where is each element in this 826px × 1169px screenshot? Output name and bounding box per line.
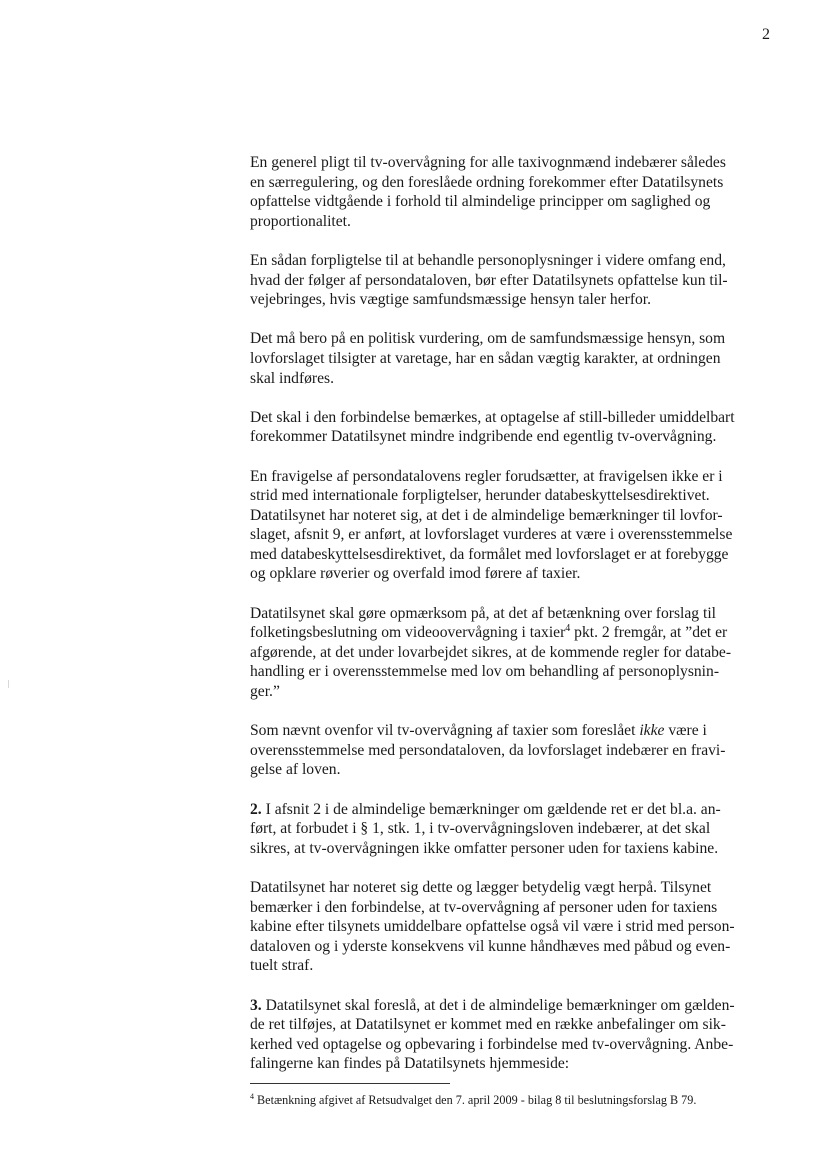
text-line: proportionalitet. (250, 212, 351, 230)
text-line: falingerne kan findes på Datatilsynets hjemmeside: (250, 1055, 570, 1073)
text-line: strid med internationale forpligtelser, herunder databeskyttelsesdirektivet. (250, 487, 710, 505)
paragraph-2 (250, 251, 780, 310)
text-line: En sådan forpligtelse til at behandle personoplysninger i videre omfang end, (250, 251, 726, 269)
text-segment: Datatilsynet skal foreslå, at det i de almindelige bemærkninger om gælden- (261, 996, 735, 1014)
text-line: overensstemmelse med persondataloven, da lovforslaget indebærer en fravi- (250, 741, 726, 759)
footnote (250, 1092, 790, 1108)
text-line: opfattelse vidtgående i forhold til almindelige principper om saglighed og (250, 193, 711, 211)
footnote-marker: 4 (250, 1091, 254, 1101)
paragraph-3 (250, 329, 780, 388)
text-line: En generel pligt til tv-overvågning for alle taxivognmænd indebærer således (250, 154, 726, 171)
paragraph-6 (250, 604, 780, 702)
text-line: skal indføres. (250, 369, 335, 387)
text-line: ført, at forbudet i § 1, stk. 1, i tv-overvågningsloven indebærer, at det skal (250, 820, 711, 838)
text-line: og opklare røverier og overfald imod førere af taxier. (250, 565, 581, 583)
text-line: vejebringes, hvis vægtige samfundsmæssige hensyn taler herfor. (250, 291, 652, 309)
text-line: gelse af loven. (250, 761, 341, 779)
emphasis-text: ikke (639, 722, 665, 740)
section-number: 3. (250, 996, 262, 1014)
text-line: Datatilsynet har noteret sig, at det i de almindelige bemærkninger til lovfor- (250, 506, 723, 524)
text-line (250, 800, 780, 820)
footnote-reference: 4 (565, 623, 571, 635)
text-line: Det må bero på en politisk vurdering, om de samfundsmæssige hensyn, som (250, 330, 726, 348)
text-line: dataloven og i yderste konsekvens vil kunne håndhæves med påbud og even- (250, 937, 731, 955)
section-number: 2. (250, 800, 262, 818)
text-line: forekommer Datatilsynet mindre indgribende end egentlig tv-overvågning. (250, 428, 717, 446)
text-line: de ret tilføjes, at Datatilsynet er kommet med en række anbefalinger om sik- (250, 1016, 726, 1034)
text-line: Datatilsynet har noteret sig dette og lægger betydelig vægt herpå. Tilsynet (250, 878, 712, 896)
page-number: 2 (762, 26, 770, 43)
text-line: Datatilsynet skal gøre opmærksom på, at det af betænkning over forslag til (250, 604, 716, 622)
text-line: tuelt straf. (250, 957, 314, 975)
text-line: med databeskyttelsesdirektivet, da formålet med lovforslaget er at forebygge (250, 545, 729, 563)
paragraph-5 (250, 467, 780, 585)
paragraph-7 (250, 721, 780, 780)
footnote-text: Betænkning afgivet af Retsudvalget den 7. april 2009 - bilag 8 til beslutningsforslag B 79. (254, 1093, 697, 1107)
text-line: Det skal i den forbindelse bemærkes, at optagelse af still-billeder umiddelbart (250, 408, 735, 426)
paragraph-4 (250, 408, 780, 447)
text-line: kabine efter tilsynets umiddelbare opfattelse også vil være i strid med person- (250, 918, 735, 936)
text-segment: folketingsbeslutning om videoovervågning i taxier (250, 624, 566, 642)
text-line (250, 996, 780, 1016)
paragraph-1 (250, 153, 780, 231)
text-line: handling er i overensstemmelse med lov om behandling af personoplysnin- (250, 663, 720, 681)
text-line: hvad der følger af persondataloven, bør efter Datatilsynets opfattelse kun til- (250, 271, 728, 289)
footnote-divider (250, 1083, 450, 1084)
paragraph-10 (250, 996, 780, 1074)
text-line: afgørende, at det under lovarbejdet sikres, at de kommende regler for databe- (250, 643, 732, 661)
margin-mark (8, 680, 9, 688)
text-line: lovforslaget tilsigter at varetage, har en sådan vægtig karakter, at ordningen (250, 349, 721, 367)
text-segment: være i (664, 722, 707, 740)
text-segment: Som nævnt ovenfor vil tv-overvågning af taxier som foreslået (250, 722, 640, 740)
paragraph-9 (250, 878, 780, 976)
text-line (250, 623, 780, 643)
paragraph-8 (250, 800, 780, 859)
text-line: en særregulering, og den foreslåede ordning forekommer efter Datatilsynets (250, 173, 724, 191)
text-line: kerhed ved optagelse og opbevaring i forbindelse med tv-overvågning. Anbe- (250, 1035, 734, 1053)
text-line: slaget, afsnit 9, er anført, at lovforslaget vurderes at være i overensstemmelse (250, 526, 733, 544)
text-line: En fravigelse af persondatalovens regler forudsætter, at fravigelsen ikke er i (250, 467, 723, 485)
text-line: sikres, at tv-overvågningen ikke omfatter personer uden for taxiens kabine. (250, 839, 719, 857)
body-text (250, 153, 780, 1094)
text-segment: I afsnit 2 i de almindelige bemærkninger om gældende ret er det bl.a. an- (261, 800, 721, 818)
text-segment: pkt. 2 fremgår, at ”det er (570, 624, 728, 642)
text-line: ger.” (250, 683, 280, 701)
text-line (250, 721, 780, 741)
text-line: bemærker i den forbindelse, at tv-overvågning af personer uden for taxiens (250, 898, 718, 916)
